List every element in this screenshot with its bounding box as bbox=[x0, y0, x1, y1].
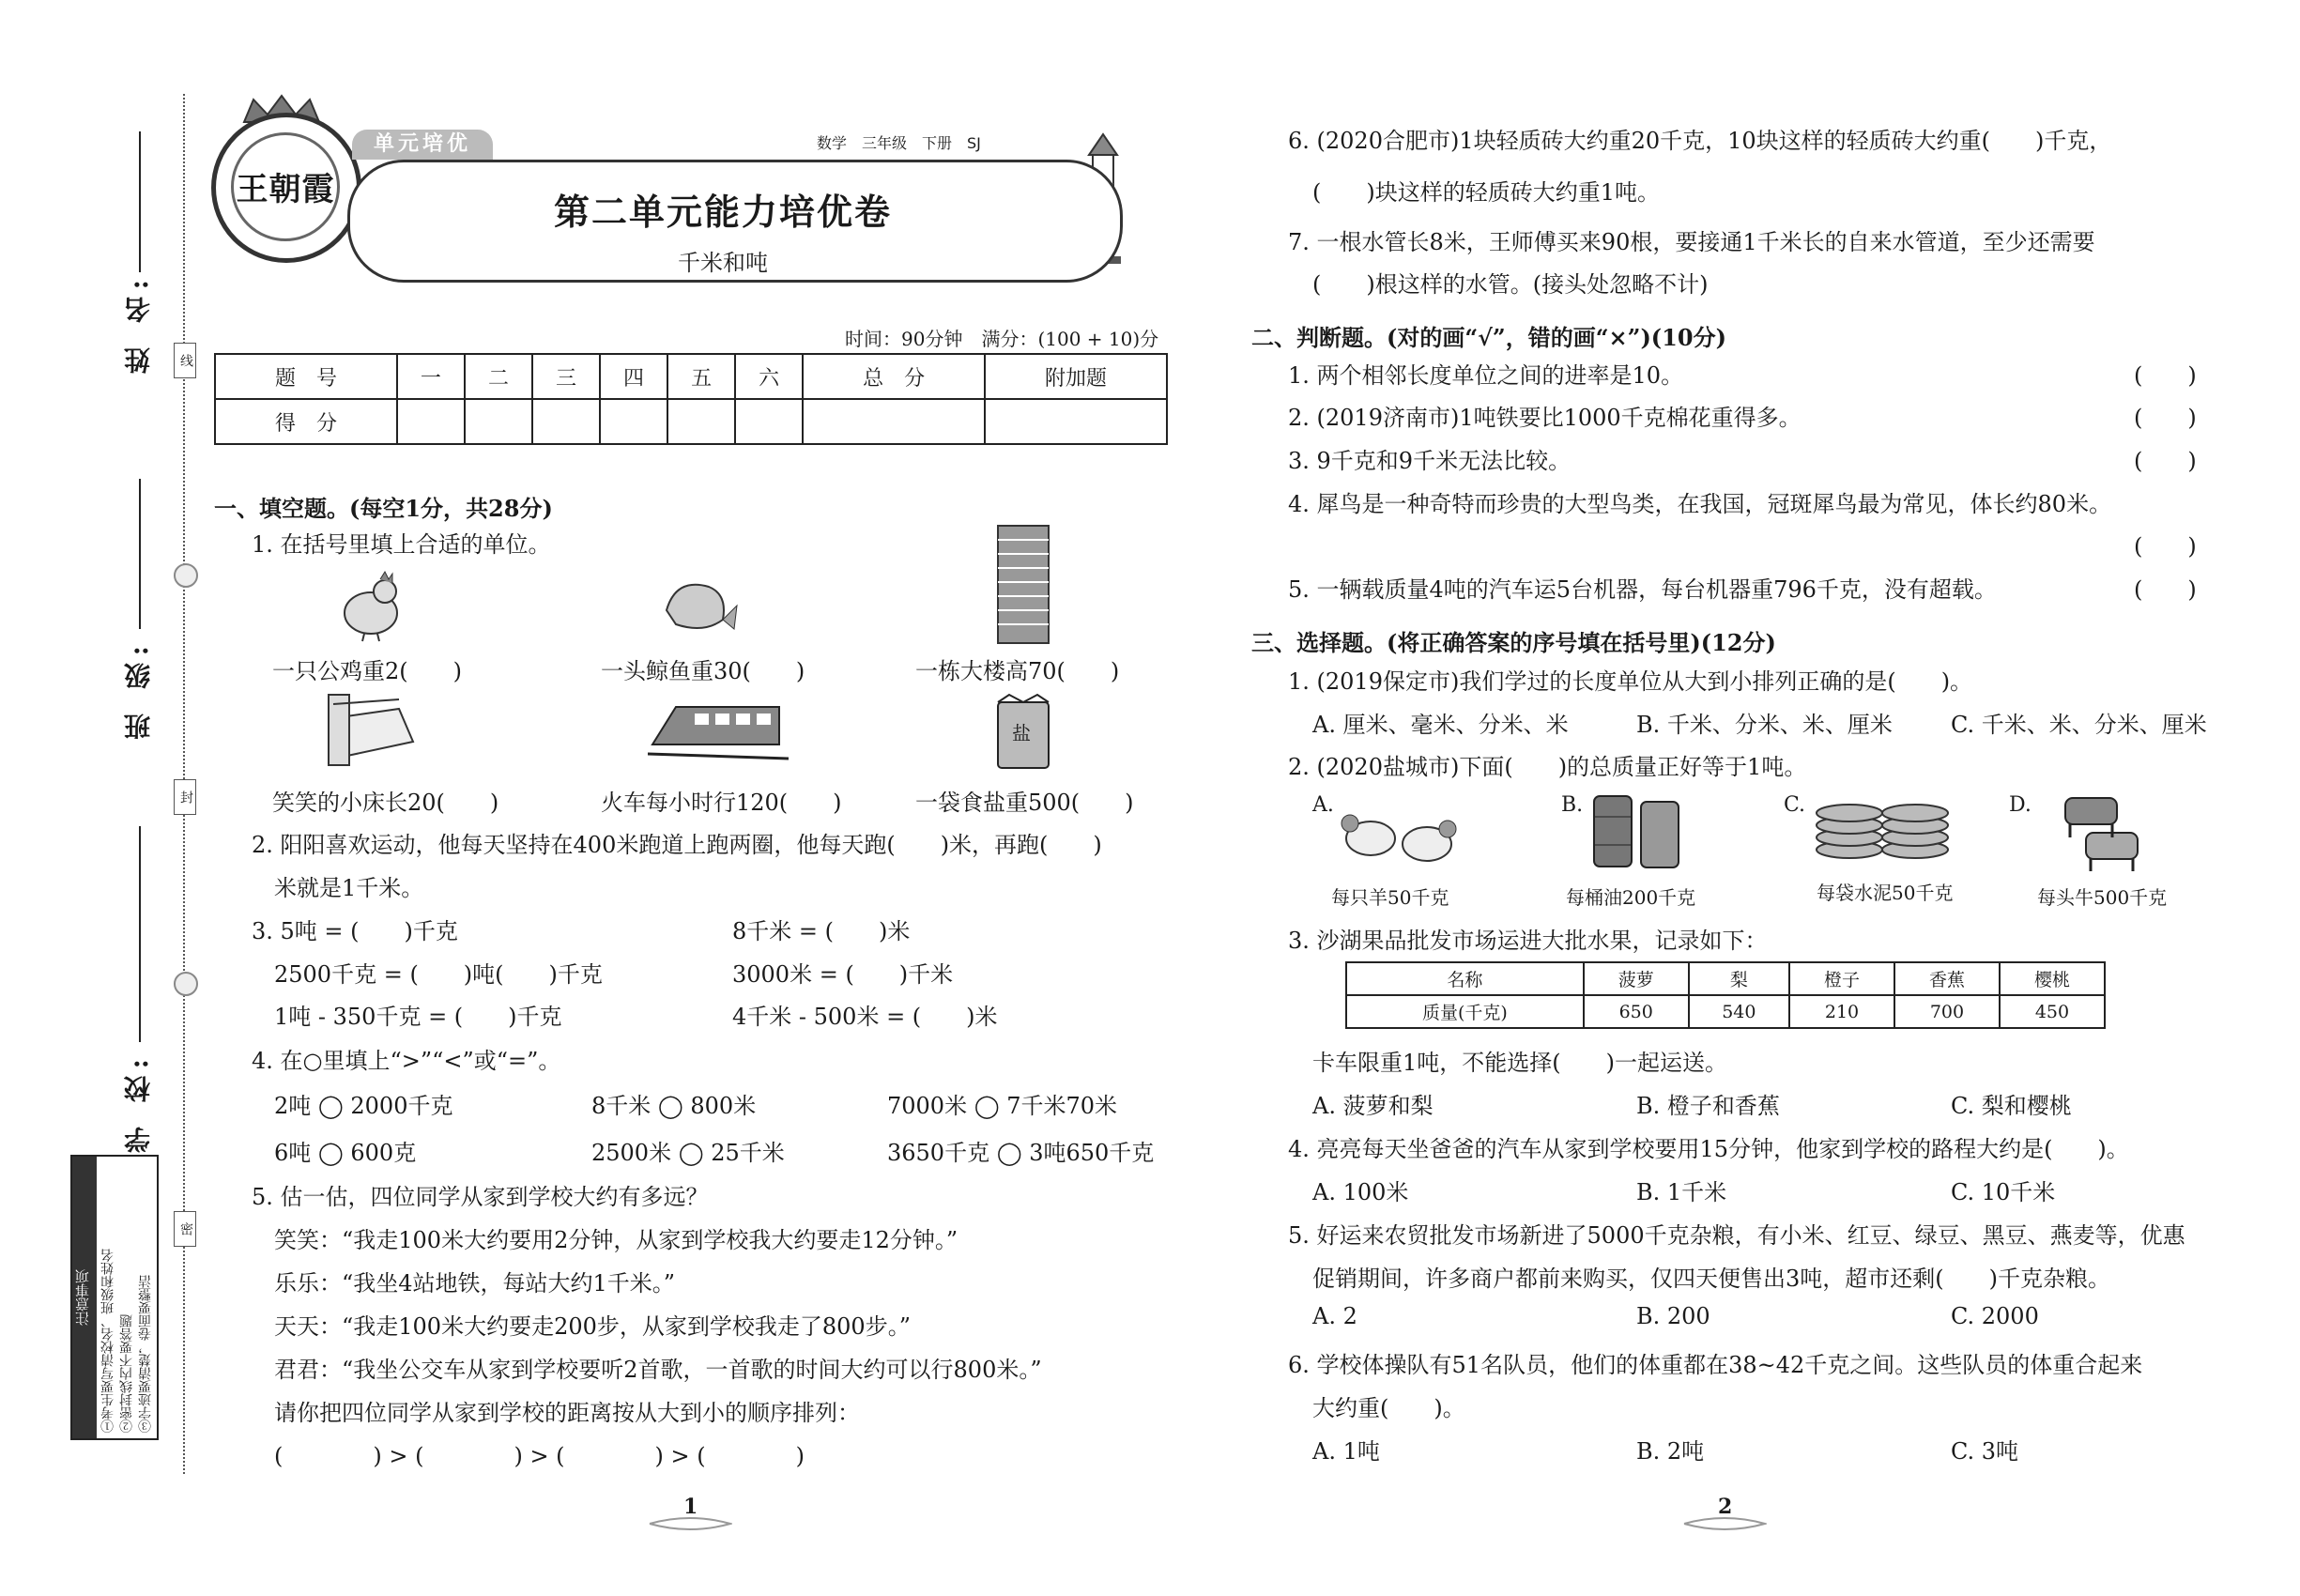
score-table bbox=[214, 353, 1168, 445]
score-cell: 得 分 bbox=[215, 399, 397, 444]
choice-option: C. 2000 bbox=[1951, 1303, 2039, 1329]
judge-answer[interactable]: ( ) bbox=[2134, 533, 2197, 560]
choice-q3b: 卡车限重1吨，不能选择( )一起运送。 bbox=[1312, 1050, 1727, 1076]
fruit-cell: 650 bbox=[1584, 995, 1689, 1028]
notice-line: ①考生要写清校名、班级和姓名 bbox=[100, 1249, 115, 1433]
fill-item: 一栋大楼高70( ) bbox=[915, 658, 1120, 684]
choice-option: A. 菠萝和梨 bbox=[1312, 1093, 1434, 1119]
choice-option: B. 200 bbox=[1636, 1303, 1710, 1329]
class-line bbox=[139, 479, 141, 629]
part3-heading: 三、选择题。(将正确答案的序号填在括号里)(12分) bbox=[1251, 629, 1776, 656]
school-label: 学 校: bbox=[123, 1051, 154, 1154]
fruit-cell: 香蕉 bbox=[1894, 962, 2000, 995]
score-input[interactable] bbox=[803, 399, 985, 444]
judge-item: 5. 一辆载质量4吨的汽车运5台机器，每台机器重796千克，没有超载。 bbox=[1288, 576, 1997, 603]
right-q6: 6. (2020合肥市)1块轻质砖大约重20千克，10块这样的轻质砖大约重( )千克， bbox=[1288, 128, 2112, 154]
notice-title: 注意事项 bbox=[72, 1157, 97, 1438]
notice-lines bbox=[99, 1160, 155, 1433]
judge-answer[interactable]: ( ) bbox=[2134, 448, 2197, 474]
score-cell: 一 bbox=[397, 354, 465, 399]
time-info: 时间：90分钟 满分：(100 + 10)分 bbox=[845, 328, 1159, 350]
judge-answer[interactable]: ( ) bbox=[2134, 576, 2197, 603]
cement-bag-icon bbox=[1812, 798, 1953, 864]
score-input[interactable] bbox=[532, 399, 600, 444]
fruit-cell: 540 bbox=[1689, 995, 1789, 1028]
judge-answer[interactable]: ( ) bbox=[2134, 405, 2197, 431]
choice-option: B. 橙子和香蕉 bbox=[1636, 1093, 1780, 1119]
score-cell: 四 bbox=[600, 354, 667, 399]
q5-line: 君君：“我坐公交车从家到学校要听2首歌，一首歌的时间大约可以行800米。” bbox=[274, 1357, 1042, 1383]
notice-line: ②密封线内不要答题 bbox=[119, 1314, 134, 1433]
score-input[interactable] bbox=[735, 399, 803, 444]
part2-heading: 二、判断题。(对的画“√”，错的画“×”)(10分) bbox=[1251, 324, 1726, 351]
judge-item: 2. (2019济南市)1吨铁要比1000千克棉花重得多。 bbox=[1288, 405, 1802, 431]
choice-option: A. 1吨 bbox=[1312, 1438, 1380, 1465]
score-input[interactable] bbox=[465, 399, 532, 444]
score-cell: 三 bbox=[532, 354, 600, 399]
cut-mark-secret: 密 bbox=[174, 1211, 196, 1247]
part1-q2: 2. 阳阳喜欢运动，他每天坚持在400米跑道上跑两圈，他每天跑( )米，再跑( ) bbox=[252, 832, 1102, 858]
bed-icon bbox=[319, 685, 422, 775]
part1-q3: 3000米 = ( )千米 bbox=[732, 961, 954, 988]
score-input[interactable] bbox=[600, 399, 667, 444]
part1-q4: 4. 在○里填上“>”“<”或“=”。 bbox=[252, 1048, 561, 1074]
right-q7: 7. 一根水管长8米，王师傅买来90根，要接通1千米长的自来水管道，至少还需要 bbox=[1288, 229, 2095, 255]
compare-item: 7000米 ◯ 7千米70米 bbox=[887, 1093, 1118, 1119]
name-line bbox=[139, 131, 141, 272]
choice-option: B. 2吨 bbox=[1636, 1438, 1705, 1465]
choice-option: A. 2 bbox=[1312, 1303, 1357, 1329]
q5-line: 天天：“我走100米大约要走200步，从家到学校我走了800步。” bbox=[274, 1313, 911, 1340]
binding-clip-icon bbox=[174, 563, 198, 588]
q5-line: 请你把四位同学从家到学校的距离按从大到小的顺序排列： bbox=[274, 1400, 860, 1426]
school-line bbox=[139, 826, 141, 1042]
page-number-2: 2 bbox=[1718, 1495, 1733, 1519]
choice-option: A. 厘米、毫米、分米、米 bbox=[1312, 712, 1569, 738]
choice-option: C. 10千米 bbox=[1951, 1179, 2056, 1205]
score-cell: 总 分 bbox=[803, 354, 985, 399]
rooster-icon bbox=[329, 568, 413, 643]
fruit-cell: 名称 bbox=[1346, 962, 1584, 995]
q2-caption: 每袋水泥50千克 bbox=[1817, 882, 1954, 904]
fruit-value-row bbox=[1346, 995, 2105, 1028]
fill-item: 一头鲸鱼重30( ) bbox=[601, 658, 805, 684]
choice-option: C. 梨和樱桃 bbox=[1951, 1093, 2072, 1119]
cut-mark-seal: 封 bbox=[174, 779, 196, 815]
q2-letter: B. bbox=[1561, 793, 1584, 817]
whale-icon bbox=[657, 568, 742, 638]
fruit-cell: 橙子 bbox=[1789, 962, 1894, 995]
right-q6: ( )块这样的轻质砖大约重1吨。 bbox=[1312, 179, 1660, 206]
choice-q3: 3. 沙湖果品批发市场运进大批水果，记录如下： bbox=[1288, 928, 1768, 954]
fruit-cell: 樱桃 bbox=[2000, 962, 2105, 995]
page-ornament-icon bbox=[1682, 1516, 1767, 1531]
q2-letter: C. bbox=[1784, 793, 1806, 817]
fill-item: 笑笑的小床长20( ) bbox=[272, 790, 499, 816]
score-cell: 题 号 bbox=[215, 354, 397, 399]
oil-barrel-icon bbox=[1587, 789, 1690, 873]
score-cell: 六 bbox=[735, 354, 803, 399]
q2-letter: D. bbox=[2009, 793, 2032, 817]
notice-line: ③字迹要清楚，卷面要整洁 bbox=[138, 1275, 153, 1433]
fruit-table bbox=[1345, 961, 2106, 1029]
score-header-row bbox=[215, 354, 1167, 399]
salt-label: 盐 bbox=[1012, 722, 1031, 744]
q5-line: 笑笑：“我走100米大约要用2分钟，从家到学校我大约要走12分钟。” bbox=[274, 1227, 958, 1253]
choice-q4: 4. 亮亮每天坐爸爸的汽车从家到学校要用15分钟，他家到学校的路程大约是( )。 bbox=[1288, 1136, 2129, 1162]
compare-item: 6吨 ◯ 600克 bbox=[274, 1140, 417, 1166]
class-label: 班 级: bbox=[123, 638, 154, 741]
part1-q3: 2500千克 = ( )吨( )千克 bbox=[274, 961, 603, 988]
choice-option: C. 千米、米、分米、厘米 bbox=[1951, 712, 2207, 738]
choice-option: C. 3吨 bbox=[1951, 1438, 2019, 1465]
fill-item: 火车每小时行120( ) bbox=[601, 790, 842, 816]
right-q7: ( )根这样的水管。(接头处忽略不计) bbox=[1312, 271, 1709, 298]
choice-q2: 2. (2020盐城市)下面( )的总质量正好等于1吨。 bbox=[1288, 754, 1807, 780]
part1-q3: 4千米 - 500米 = ( )米 bbox=[732, 1004, 998, 1030]
subject-line: 数学 三年级 下册 SJ bbox=[817, 134, 981, 152]
page-number-1: 1 bbox=[683, 1495, 698, 1519]
part1-heading: 一、填空题。(每空1分，共28分) bbox=[214, 495, 553, 522]
q2-caption: 每只羊50千克 bbox=[1331, 886, 1449, 909]
page-title: 第二单元能力培优卷 bbox=[553, 192, 892, 233]
fruit-cell: 梨 bbox=[1689, 962, 1789, 995]
train-icon bbox=[648, 693, 789, 768]
choice-q5: 促销期间，许多商户都前来购买，仅四天便售出3吨，超市还剩( )千克杂粮。 bbox=[1312, 1266, 2110, 1292]
compare-item: 2吨 ◯ 2000千克 bbox=[274, 1093, 453, 1119]
page-subtitle: 千米和吨 bbox=[678, 250, 768, 276]
compare-item: 3650千克 ◯ 3吨650千克 bbox=[887, 1140, 1155, 1166]
fruit-cell: 700 bbox=[1894, 995, 2000, 1028]
judge-item: 4. 犀鸟是一种奇特而珍贵的大型鸟类，在我国，冠斑犀鸟最为常见，体长约80米。 bbox=[1288, 491, 2112, 517]
fill-item: 一袋食盐重500( ) bbox=[915, 790, 1134, 816]
judge-item: 1. 两个相邻长度单位之间的进率是10。 bbox=[1288, 362, 1684, 389]
fruit-cell: 450 bbox=[2000, 995, 2105, 1028]
cow-icon bbox=[2047, 790, 2150, 875]
judge-answer[interactable]: ( ) bbox=[2134, 362, 2197, 389]
choice-option: B. 1千米 bbox=[1636, 1179, 1727, 1205]
q2-caption: 每头牛500千克 bbox=[2037, 886, 2168, 909]
choice-q6: 大约重( )。 bbox=[1312, 1395, 1465, 1421]
notice-box bbox=[70, 1155, 159, 1440]
part1-q1: 1. 在括号里填上合适的单位。 bbox=[252, 531, 551, 558]
choice-q5: 5. 好运来农贸批发市场新进了5000千克杂粮，有小米、红豆、绿豆、黑豆、燕麦等，优惠 bbox=[1288, 1222, 2185, 1249]
q5-answer-line: ( ) > ( ) > ( ) > ( ) bbox=[274, 1443, 805, 1469]
score-cell: 二 bbox=[465, 354, 532, 399]
name-label: 姓 名: bbox=[123, 272, 154, 375]
q2-caption: 每桶油200千克 bbox=[1566, 886, 1696, 909]
q2-letter: A. bbox=[1312, 793, 1334, 817]
score-input[interactable] bbox=[985, 399, 1167, 444]
fruit-cell: 菠萝 bbox=[1584, 962, 1689, 995]
fruit-cell: 210 bbox=[1789, 995, 1894, 1028]
choice-option: A. 100米 bbox=[1312, 1179, 1409, 1205]
score-input[interactable] bbox=[667, 399, 735, 444]
score-input[interactable] bbox=[397, 399, 465, 444]
compare-item: 2500米 ◯ 25千米 bbox=[591, 1140, 785, 1166]
judge-item: 3. 9千克和9千米无法比较。 bbox=[1288, 448, 1572, 474]
cut-mark-line: 线 bbox=[174, 343, 196, 378]
fruit-header-row bbox=[1346, 962, 2105, 995]
building-icon bbox=[990, 521, 1056, 648]
compare-item: 8千米 ◯ 800米 bbox=[591, 1093, 757, 1119]
fruit-cell: 质量(千克) bbox=[1346, 995, 1584, 1028]
fill-item: 一只公鸡重2( ) bbox=[272, 658, 462, 684]
binding-clip-icon bbox=[174, 972, 198, 996]
part1-q3: 1吨 - 350千克 = ( )千克 bbox=[274, 1004, 562, 1030]
q5-line: 乐乐：“我坐4站地铁，每站大约1千米。” bbox=[274, 1270, 676, 1297]
sheep-icon bbox=[1333, 803, 1464, 868]
part1-q3: 8千米 = ( )米 bbox=[732, 918, 911, 944]
choice-q6: 6. 学校体操队有51名队员，他们的体重都在38~42千克之间。这些队员的体重合起来 bbox=[1288, 1352, 2143, 1378]
choice-q1: 1. (2019保定市)我们学过的长度单位从大到小排列正确的是( )。 bbox=[1288, 668, 1973, 695]
unit-tab: 单元培优 bbox=[352, 130, 493, 160]
part1-q2: 米就是1千米。 bbox=[274, 875, 424, 901]
logo bbox=[211, 113, 361, 263]
score-cell: 五 bbox=[667, 354, 735, 399]
choice-option: B. 千米、分米、米、厘米 bbox=[1636, 712, 1893, 738]
part1-q5: 5. 估一估，四位同学从家到学校大约有多远？ bbox=[252, 1184, 709, 1210]
score-value-row bbox=[215, 399, 1167, 444]
part1-q3: 3. 5吨 = ( )千克 bbox=[252, 918, 458, 944]
logo-text: 王朝霞 bbox=[236, 171, 335, 208]
page-ornament-icon bbox=[648, 1516, 732, 1531]
score-cell: 附加题 bbox=[985, 354, 1167, 399]
